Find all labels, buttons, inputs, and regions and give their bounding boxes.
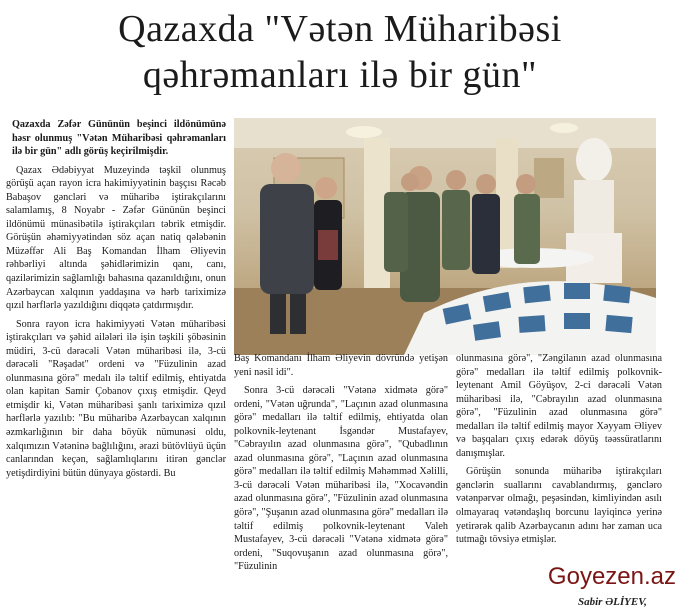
paragraph: Qazax Ədəbiyyat Muzeyində təşkil olunmuş görüşü açan rayon icra hakimiyyətinin başçısı Rəcəb Babaşov gəncləri və müharibə iştirakçılarını salamlamış, 8 Noyabr - Zəfər Gününün beşinci ildönümü münasibətilə iştirakçıları təbrik etmişdir. Görüşün əhəmiyyətindən söz açan natiq qələbənin Müzəffər Ali Baş Komandan İlham Əliyevin rəhbərliyi altında şəhidlərimizin qanı, canı, qazilərimizin sağlamlığı bahasına qazanıldığını, onun Azərbaycan xalqının yaddaşına və hərb tariximizə qızıl hərflərlə yazıldığını diqqətə çatdırmışdır.: [6, 164, 226, 312]
paragraph: Görüşün sonunda müharibə iştirakçıları gənclərin suallarını cavablandırmış, gəncləro vətənpərvər olmağı, peşəsindən, kimliyindən asılı olmayaraq vətəndaşlıq borcunu layiqincə yerinə yetirərək qalib Azərbaycanın adını hər zaman uca tutmağı tövsiyə etmişlər.: [456, 466, 662, 546]
site-watermark: Goyezen.az: [540, 560, 680, 594]
article-column-1: [6, 118, 226, 485]
article-column-2: [234, 352, 448, 579]
event-photo: [234, 118, 656, 355]
article-headline: [0, 6, 680, 98]
headline-line-1: Qazaxda "Vətən Müharibəsi: [118, 8, 562, 50]
paragraph: olunmasına görə", "Zəngilanın azad olunmasına görə" medalları ilə təltif edilmiş polkovnik-leytenant Amil Göyüşov, 2-ci dərəcəli Vətən müharibəsi ilə, "Cəbrayılın azad olunmasına görə", "Füzulinin azad olunmasına görə" medalları ilə təltif edilmiş mayor Xəyyam Əliyev və başqaları çıxış edərək döyüş təəssüratlarını danışmışlar.: [456, 353, 662, 459]
paragraph: Sonra rayon icra hakimiyyəti Vətən müharibəsi iştirakçıları və şəhid ailələri ilə işin təşkili şöbəsinin müdiri, 3-cü dərəcəli Vətən müharibəsi ilə, 3-cü dərəcəli "Rəşadət" ordeni və "Füzulinin azad olunmasına görə" medalı ilə təltif edilmiş, ehtiyatda olan kapitan Samir Çobanov çıxış etmişdir. Qeyd etmişdir ki, Vətən müharibəsi şanlı tariximizə qızıl hərflərlə yazılıb: "Bu müharibə Azərbaycan xalqının əzmkarlığının bir daha böyük nümunəsi oldu, xalqımızın Vətəninə bağlılığını, ərazi bütövlüyü üçün canlarından keçən, sağlamlıqlarını itirən gənclər yetişdirdiyini bütün dünyaya göstərdi. Bu: [6, 318, 226, 479]
paragraph: Baş Komandanı İlham Əliyevin dövründə yetişən yeni nəsil idi".: [234, 353, 448, 378]
event-photo-illustration: [234, 118, 656, 355]
headline-line-2: qəhrəmanları ilə bir gün": [142, 54, 538, 96]
article-lead: Qazaxda Zəfər Gününün beşinci ildönümünə həsr olunmuş "Vətən Müharibəsi qəhrəmanları ilə bir gün" adlı görüş keçirilmişdir.: [12, 119, 226, 158]
article-column-3: [456, 352, 662, 552]
paragraph: Sonra 3-cü dərəcəli "Vətənə xidmətə görə" ordeni, "Vətən uğrunda", "Laçının azad olunmasına görə" medalları ilə təltif edilmiş, ehtiyatda olan polkovnik-leytenant İsgəndər Mustafayev, "Cəbrayılın azad olunmasına görə", "Qubadlının azad olunmasına görə", "Laçının azad olunmasına görə" medalları ilə təltif edilmiş Məhəmməd Xəlilli, 3-cü dərəcəli Vətən müharibəsi ilə, "Xocavəndin azad olunmasına görə", "Füzulinin azad olunmasına görə", "Şuşanın azad olunmasına görə" medalları ilə təltif edilmiş polkovnik-leytenant Valeh Mustafayev, 3-cü dərəcəli "Vətənə xidmətə görə" ordeni, "Suqovuşanın azad olunmasına görə", "Füzulinin: [234, 385, 448, 573]
author-signature: Sabir ƏLİYEV,: [578, 596, 647, 608]
